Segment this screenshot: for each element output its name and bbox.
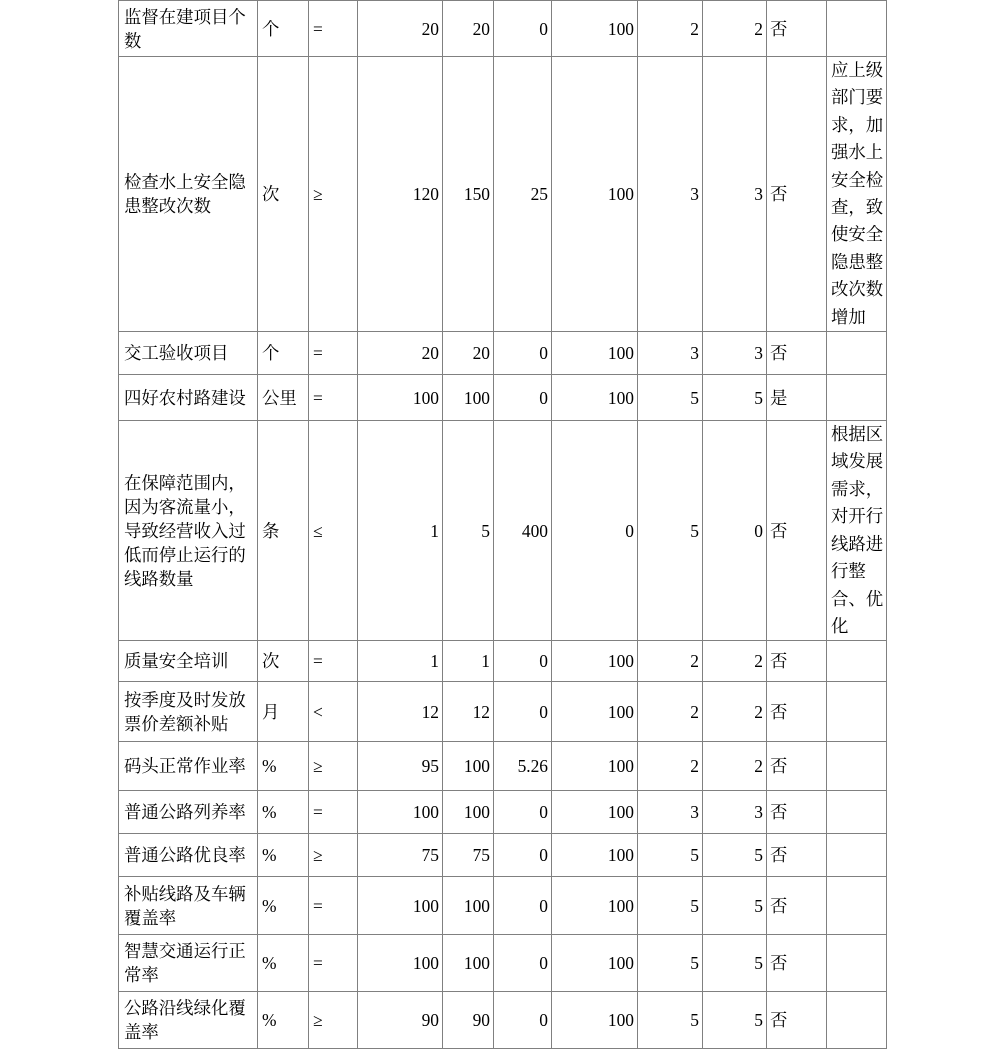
cell-adjusted: 否: [767, 421, 827, 641]
cell-weight: 3: [638, 57, 703, 332]
cell-remark: [827, 742, 887, 791]
cell-remark: [827, 992, 887, 1049]
cell-adjusted: 否: [767, 742, 827, 791]
cell-deviation: 0: [494, 332, 552, 375]
cell-actual: 100: [443, 375, 494, 421]
cell-indicator: 码头正常作业率: [119, 742, 258, 791]
cell-deviation: 0: [494, 834, 552, 877]
cell-target: 100: [358, 791, 443, 834]
cell-deviation: 0: [494, 877, 552, 935]
cell-adjusted: 是: [767, 375, 827, 421]
table-row: [119, 421, 887, 641]
cell-indicator: 交工验收项目: [119, 332, 258, 375]
cell-unit: 公里: [258, 375, 309, 421]
cell-unit: 条: [258, 421, 309, 641]
cell-actual: 75: [443, 834, 494, 877]
cell-remark: [827, 682, 887, 742]
cell-indicator: 普通公路优良率: [119, 834, 258, 877]
cell-target: 1: [358, 421, 443, 641]
cell-remark: [827, 375, 887, 421]
cell-weight: 2: [638, 1, 703, 57]
cell-deviation: 0: [494, 1, 552, 57]
cell-weight: 5: [638, 375, 703, 421]
cell-score: 5: [703, 375, 767, 421]
cell-actual: 90: [443, 992, 494, 1049]
cell-target: 20: [358, 332, 443, 375]
cell-indicator: 按季度及时发放票价差额补贴: [119, 682, 258, 742]
table-row: [119, 682, 887, 742]
cell-unit: %: [258, 742, 309, 791]
cell-indicator: 检查水上安全隐患整改次数: [119, 57, 258, 332]
cell-rate: 100: [552, 791, 638, 834]
cell-actual: 5: [443, 421, 494, 641]
cell-score: 5: [703, 834, 767, 877]
cell-indicator: 质量安全培训: [119, 641, 258, 682]
cell-operator: =: [309, 332, 358, 375]
cell-operator: ≥: [309, 742, 358, 791]
cell-rate: 100: [552, 641, 638, 682]
cell-indicator: 公路沿线绿化覆盖率: [119, 992, 258, 1049]
cell-remark: 应上级部门要求，加强水上安全检查，致使安全隐患整改次数增加: [827, 57, 887, 332]
cell-deviation: 0: [494, 641, 552, 682]
cell-score: 0: [703, 421, 767, 641]
cell-rate: 100: [552, 332, 638, 375]
cell-deviation: 400: [494, 421, 552, 641]
table-row: [119, 791, 887, 834]
table-row: [119, 877, 887, 935]
cell-weight: 5: [638, 834, 703, 877]
cell-deviation: 0: [494, 682, 552, 742]
cell-adjusted: 否: [767, 332, 827, 375]
table-row: [119, 992, 887, 1049]
cell-unit: 个: [258, 332, 309, 375]
cell-weight: 3: [638, 332, 703, 375]
cell-rate: 100: [552, 742, 638, 791]
cell-target: 75: [358, 834, 443, 877]
cell-target: 20: [358, 1, 443, 57]
cell-adjusted: 否: [767, 57, 827, 332]
cell-target: 100: [358, 935, 443, 992]
cell-operator: ≥: [309, 992, 358, 1049]
cell-deviation: 0: [494, 375, 552, 421]
cell-indicator: 补贴线路及车辆覆盖率: [119, 877, 258, 935]
cell-indicator: 在保障范围内，因为客流量小，导致经营收入过低而停止运行的线路数量: [119, 421, 258, 641]
cell-remark: [827, 332, 887, 375]
cell-weight: 5: [638, 421, 703, 641]
table-row: [119, 935, 887, 992]
cell-adjusted: 否: [767, 834, 827, 877]
cell-indicator: 四好农村路建设: [119, 375, 258, 421]
cell-weight: 5: [638, 877, 703, 935]
cell-deviation: 0: [494, 791, 552, 834]
cell-target: 95: [358, 742, 443, 791]
cell-adjusted: 否: [767, 682, 827, 742]
cell-operator: ≥: [309, 57, 358, 332]
cell-unit: %: [258, 791, 309, 834]
cell-actual: 20: [443, 1, 494, 57]
cell-remark: [827, 935, 887, 992]
cell-score: 5: [703, 935, 767, 992]
cell-unit: 月: [258, 682, 309, 742]
cell-remark: [827, 1, 887, 57]
cell-indicator: 监督在建项目个数: [119, 1, 258, 57]
table-row: [119, 375, 887, 421]
cell-unit: %: [258, 992, 309, 1049]
cell-actual: 100: [443, 742, 494, 791]
cell-target: 100: [358, 877, 443, 935]
table-row: [119, 834, 887, 877]
cell-deviation: 0: [494, 992, 552, 1049]
cell-adjusted: 否: [767, 992, 827, 1049]
cell-score: 3: [703, 57, 767, 332]
cell-score: 2: [703, 1, 767, 57]
cell-score: 2: [703, 641, 767, 682]
cell-indicator: 智慧交通运行正常率: [119, 935, 258, 992]
cell-score: 2: [703, 682, 767, 742]
cell-rate: 100: [552, 1, 638, 57]
cell-rate: 100: [552, 57, 638, 332]
cell-deviation: 0: [494, 935, 552, 992]
cell-rate: 100: [552, 992, 638, 1049]
cell-remark: [827, 641, 887, 682]
cell-adjusted: 否: [767, 1, 827, 57]
cell-operator: ≤: [309, 421, 358, 641]
table-row: [119, 332, 887, 375]
cell-adjusted: 否: [767, 935, 827, 992]
cell-deviation: 5.26: [494, 742, 552, 791]
cell-target: 100: [358, 375, 443, 421]
cell-actual: 150: [443, 57, 494, 332]
cell-indicator: 普通公路列养率: [119, 791, 258, 834]
cell-adjusted: 否: [767, 877, 827, 935]
cell-weight: 5: [638, 992, 703, 1049]
cell-unit: %: [258, 935, 309, 992]
cell-remark: [827, 877, 887, 935]
cell-remark: [827, 834, 887, 877]
cell-actual: 12: [443, 682, 494, 742]
cell-operator: =: [309, 375, 358, 421]
cell-actual: 20: [443, 332, 494, 375]
table-row: [119, 641, 887, 682]
cell-score: 3: [703, 332, 767, 375]
cell-actual: 100: [443, 935, 494, 992]
cell-score: 3: [703, 791, 767, 834]
cell-unit: 次: [258, 57, 309, 332]
cell-rate: 0: [552, 421, 638, 641]
cell-weight: 5: [638, 935, 703, 992]
cell-actual: 100: [443, 791, 494, 834]
cell-rate: 100: [552, 935, 638, 992]
cell-weight: 3: [638, 791, 703, 834]
cell-weight: 2: [638, 641, 703, 682]
cell-score: 2: [703, 742, 767, 791]
cell-deviation: 25: [494, 57, 552, 332]
cell-operator: <: [309, 682, 358, 742]
cell-target: 120: [358, 57, 443, 332]
cell-unit: %: [258, 877, 309, 935]
cell-target: 90: [358, 992, 443, 1049]
cell-remark: 根据区域发展需求，对开行线路进行整合、优化: [827, 421, 887, 641]
cell-actual: 1: [443, 641, 494, 682]
table-row: [119, 1, 887, 57]
cell-adjusted: 否: [767, 791, 827, 834]
cell-unit: 次: [258, 641, 309, 682]
cell-target: 1: [358, 641, 443, 682]
cell-rate: 100: [552, 682, 638, 742]
cell-operator: =: [309, 791, 358, 834]
table-row: [119, 742, 887, 791]
table-row: [119, 57, 887, 332]
cell-rate: 100: [552, 834, 638, 877]
cell-score: 5: [703, 877, 767, 935]
cell-operator: ≥: [309, 834, 358, 877]
cell-operator: =: [309, 935, 358, 992]
cell-weight: 2: [638, 682, 703, 742]
cell-operator: =: [309, 641, 358, 682]
cell-unit: 个: [258, 1, 309, 57]
cell-rate: 100: [552, 375, 638, 421]
cell-score: 5: [703, 992, 767, 1049]
cell-unit: %: [258, 834, 309, 877]
cell-target: 12: [358, 682, 443, 742]
performance-indicator-table: [118, 0, 887, 1049]
cell-weight: 2: [638, 742, 703, 791]
cell-adjusted: 否: [767, 641, 827, 682]
cell-rate: 100: [552, 877, 638, 935]
cell-operator: =: [309, 1, 358, 57]
cell-actual: 100: [443, 877, 494, 935]
cell-remark: [827, 791, 887, 834]
cell-operator: =: [309, 877, 358, 935]
